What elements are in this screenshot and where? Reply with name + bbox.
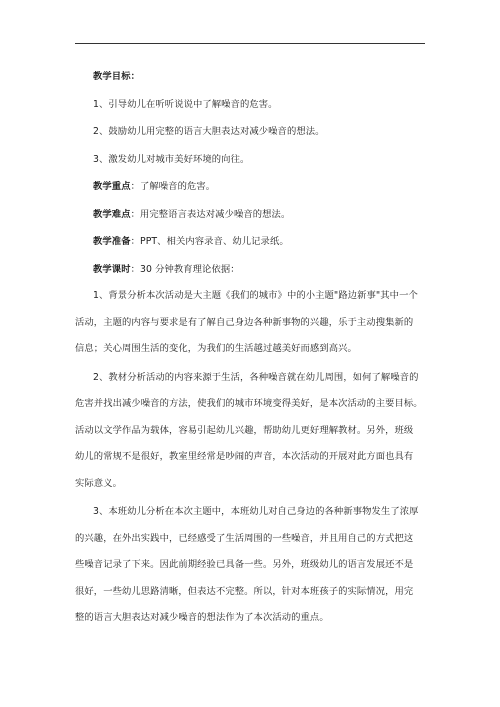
paragraph-line: 幼儿的常规不是很好，教室里经常是吵闹的声音，本次活动的开展对此方面也具有 [75, 451, 414, 462]
objective-item-2: 2、鼓励幼儿用完整的语言大胆表达对减少噪音的想法。 [93, 126, 325, 137]
header-rule [75, 43, 425, 44]
paragraph-line: 活动，主题的内容与要求是有了解自己身边各种新事物的兴趣，乐于主动搜集新的 [75, 316, 414, 328]
paragraph-line: 活动以文学作品为载体，容易引起幼儿兴趣，帮助幼儿更好理解教材。另外，班级 [75, 424, 414, 436]
preparation-label: 教学准备 [93, 236, 131, 247]
objectives-heading: 教学目标： [93, 71, 140, 82]
paragraph-line: 些噪音记录了下来。因此前期经验已具备一些。另外，班级幼儿的语言发展还不是 [75, 559, 414, 570]
hours-label: 教学课时 [93, 263, 131, 275]
preparation-line [75, 228, 429, 256]
paragraph-class-analysis [75, 499, 429, 632]
paragraph-line: 3、本班幼儿分析在本次主题中，本班幼儿对自己身边的各种新事物发生了浓厚 [93, 506, 419, 517]
difficulty-line [75, 201, 429, 229]
paragraph-line: 危害并找出减少噪音的方法，使我们的城市环境变得美好，是本次活动的主要目标。 [75, 398, 423, 409]
paragraph-line: 实际意义。 [75, 477, 122, 489]
lesson-plan-body [75, 63, 429, 632]
hours-text: ：30 分钟教育理论依据： [130, 263, 240, 275]
key-point-label: 教学重点 [93, 181, 131, 192]
difficulty-label: 教学难点 [93, 208, 131, 220]
key-point-text: ：了解噪音的危害。 [130, 181, 216, 192]
paragraph-line: 2、教材分析活动的内容来源于生活，各种噪音就在幼儿周围，如何了解噪音的 [93, 371, 419, 383]
objective-item-3: 3、激发幼儿对城市美好环境的向往。 [93, 153, 250, 165]
paragraph-line: 的兴趣，在外出实践中，已经感受了生活周围的一些噪音，并且用自己的方式把这 [75, 532, 414, 544]
preparation-text: ：PPT、相关内容录音、幼儿记录纸。 [130, 236, 289, 247]
paragraph-line: 很好，一些幼儿思路清晰，但表达不完整。所以，针对本班孩子的实际情况，用完 [75, 585, 414, 597]
key-point-line [75, 173, 429, 201]
paragraph-line: 信息；关心周围生活的变化，为我们的生活越过越美好而感到高兴。 [75, 343, 357, 354]
paragraph-material-analysis [75, 365, 429, 498]
paragraph-line: 1、背景分析本次活动是大主题《我们的城市》中的小主题"路边新事"其中一个 [93, 290, 418, 301]
objective-item-1: 1、引导幼儿在听听说说中了解噪音的危害。 [93, 98, 278, 110]
paragraph-background [75, 283, 429, 363]
hours-line [75, 256, 429, 284]
difficulty-text: ：用完整语言表达对减少噪音的想法。 [130, 208, 291, 220]
paragraph-line: 整的语言大胆表达对减少噪音的想法作为了本次活动的重点。 [75, 612, 329, 623]
